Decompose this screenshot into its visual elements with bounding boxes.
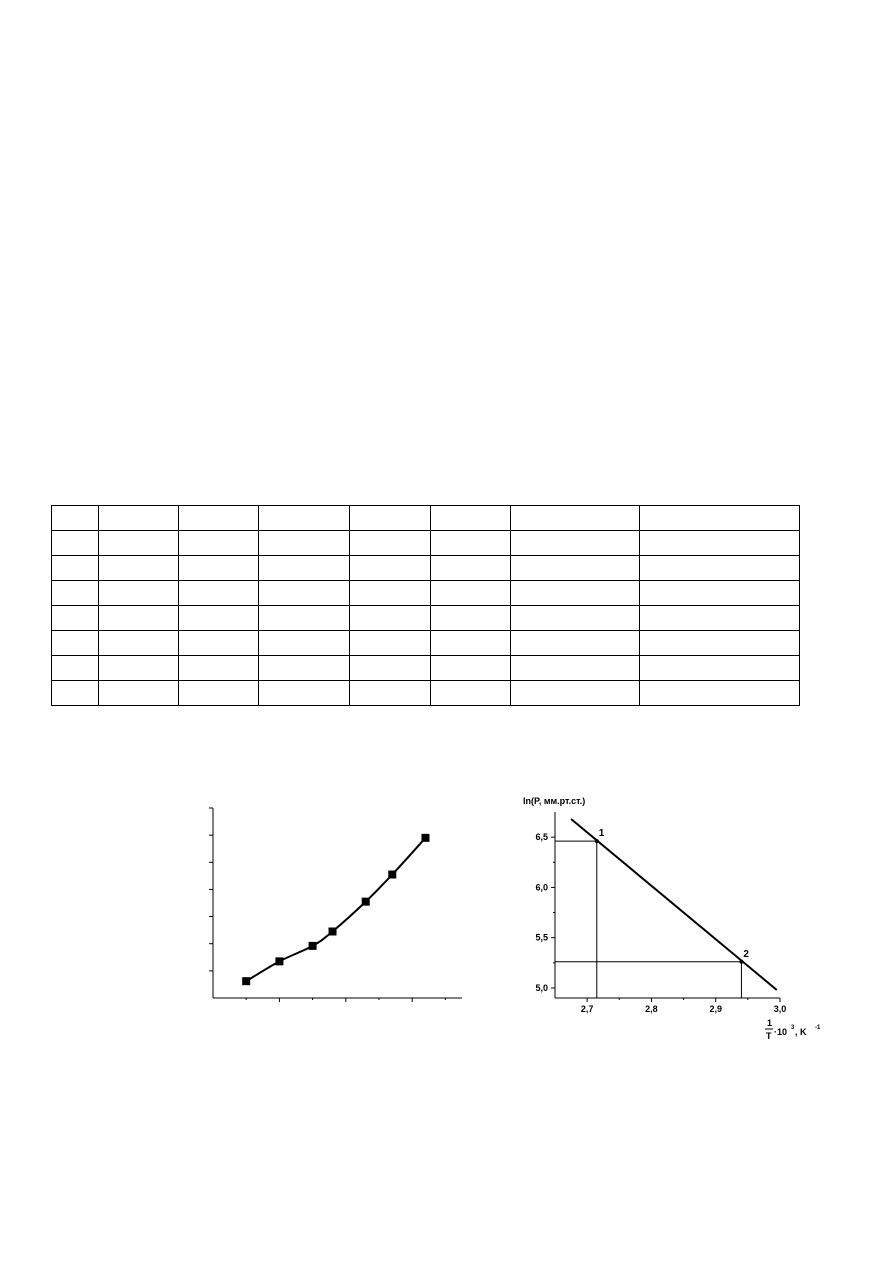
table-cell [431, 581, 511, 606]
table-cell [99, 531, 179, 556]
table-cell [350, 606, 431, 631]
table-cell [511, 681, 640, 706]
marked-point [595, 839, 599, 843]
table-cell [431, 556, 511, 581]
data-point [421, 834, 429, 842]
table-cell [350, 581, 431, 606]
table-cell [52, 531, 99, 556]
table-cell [179, 581, 259, 606]
table-cell [259, 656, 350, 681]
table-cell [431, 606, 511, 631]
table-cell [511, 631, 640, 656]
x-label-unit-sup: -1 [815, 1025, 821, 1031]
marked-point [739, 960, 743, 964]
y-tick-label: 6,0 [535, 882, 548, 893]
table-row [52, 656, 800, 681]
table-row [52, 506, 800, 531]
table-cell [179, 681, 259, 706]
chart-left [200, 800, 470, 1020]
table-cell [640, 631, 800, 656]
table-cell [52, 606, 99, 631]
table-cell [350, 681, 431, 706]
table-row [52, 531, 800, 556]
series-line [246, 838, 425, 981]
data-point [329, 928, 337, 936]
y-tick-label: 5,0 [535, 982, 548, 993]
table-cell [99, 581, 179, 606]
table-row [52, 631, 800, 656]
x-label-denominator: T [766, 1031, 772, 1041]
table-cell [179, 506, 259, 531]
table-cell [179, 631, 259, 656]
x-label-sup: 3 [791, 1025, 795, 1031]
data-point [388, 871, 396, 879]
table-cell [350, 631, 431, 656]
x-tick-label: 2,9 [709, 1004, 722, 1014]
x-label-rest: ·10 [774, 1027, 788, 1037]
y-axis-label: ln(P, мм.рт.ст.) [523, 796, 586, 806]
table-cell [259, 631, 350, 656]
table-cell [99, 631, 179, 656]
table-cell [640, 656, 800, 681]
data-point [275, 957, 283, 965]
chart-right [515, 790, 835, 1050]
table-cell [640, 606, 800, 631]
table-cell [511, 606, 640, 631]
table-cell [52, 656, 99, 681]
table-cell [511, 581, 640, 606]
table-cell [259, 581, 350, 606]
table-cell [431, 506, 511, 531]
table-cell [431, 656, 511, 681]
table-cell [640, 556, 800, 581]
table-cell [431, 531, 511, 556]
y-tick-label: 6,5 [535, 832, 548, 843]
x-tick-label: 2,8 [645, 1004, 658, 1014]
table-cell [179, 556, 259, 581]
table-cell [640, 531, 800, 556]
table-cell [511, 656, 640, 681]
table-cell [179, 531, 259, 556]
table-row [52, 556, 800, 581]
table-cell [259, 531, 350, 556]
table-cell [52, 681, 99, 706]
table-cell [431, 631, 511, 656]
table-cell [99, 506, 179, 531]
table-cell [259, 506, 350, 531]
data-point [242, 977, 250, 985]
table-cell [511, 531, 640, 556]
table-cell [511, 506, 640, 531]
table-cell [52, 581, 99, 606]
table-cell [99, 681, 179, 706]
table-cell [350, 531, 431, 556]
table-cell [431, 681, 511, 706]
table-cell [99, 606, 179, 631]
table-cell [99, 556, 179, 581]
data-table [51, 505, 800, 706]
table-cell [350, 656, 431, 681]
table-cell [52, 631, 99, 656]
table-cell [350, 556, 431, 581]
data-point [309, 942, 317, 950]
regression-line [571, 819, 777, 990]
x-tick-label: 3,0 [773, 1004, 787, 1014]
table-cell [640, 506, 800, 531]
table-cell [259, 681, 350, 706]
point-label: 1 [598, 828, 605, 840]
table-cell [259, 606, 350, 631]
table-cell [350, 506, 431, 531]
table-cell [179, 656, 259, 681]
table-row [52, 681, 800, 706]
table-row [52, 581, 800, 606]
table-cell [511, 556, 640, 581]
table-row [52, 606, 800, 631]
table-cell [52, 506, 99, 531]
x-axis-label [765, 1018, 821, 1041]
data-point [362, 898, 370, 906]
table-cell [640, 681, 800, 706]
y-tick-label: 5,5 [535, 932, 548, 943]
table-cell [99, 656, 179, 681]
table-cell [52, 556, 99, 581]
table-cell [259, 556, 350, 581]
table-cell [179, 606, 259, 631]
x-label-unit: , K [795, 1027, 807, 1037]
x-label-numerator: 1 [767, 1018, 773, 1028]
x-tick-label: 2,7 [580, 1004, 594, 1014]
table-cell [640, 581, 800, 606]
point-label: 2 [743, 948, 749, 960]
